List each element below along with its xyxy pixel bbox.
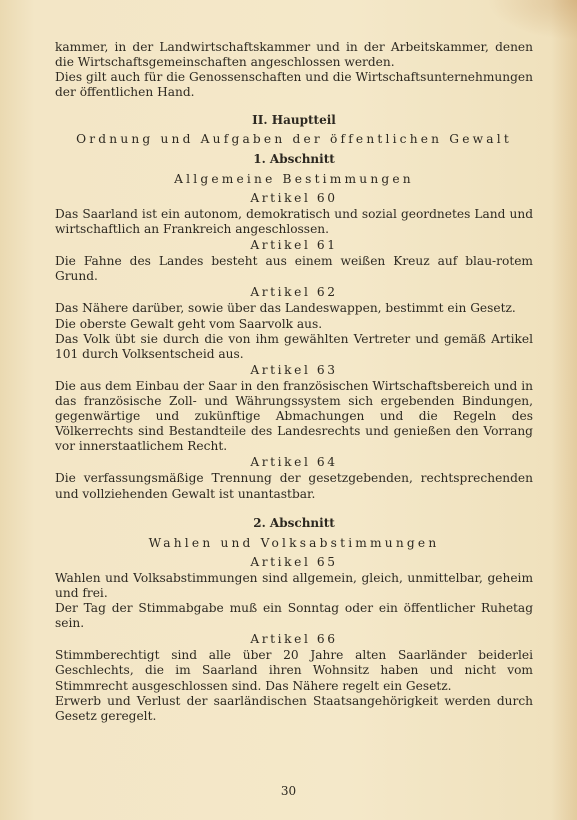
article-title: Artikel 62 bbox=[250, 285, 338, 300]
article-paragraph: Die aus dem Einbau der Saar in den französischen Wirtschaftsbereich und in das französische Zoll- und Währungssystem sich ergebenden Bindungen, gegenwärtige und zukünftige Abmachungen und die Regeln des Völkerrechts sind Bestandteile des Landesrechts und genießen den Vorrang vor innerstaatlichem Recht. bbox=[55, 378, 533, 454]
article-paragraph: Erwerb und Verlust der saarländischen Staatsangehörigkeit werden durch Gesetz geregelt. bbox=[55, 693, 533, 723]
section-1-heading: 1. Abschnitt bbox=[253, 151, 335, 166]
section-2-heading: 2. Abschnitt bbox=[253, 515, 335, 530]
article-title: Artikel 60 bbox=[250, 190, 338, 205]
article-paragraph: Die Fahne des Landes besteht aus einem weißen Kreuz auf blau-rotem Grund. bbox=[55, 254, 533, 284]
article-title: Artikel 65 bbox=[250, 554, 338, 569]
part-heading: II. Hauptteil bbox=[252, 113, 336, 128]
paper-corner-stain bbox=[487, 0, 577, 40]
section-1-title: Allgemeine Bestimmungen bbox=[174, 171, 414, 186]
article-paragraph: Wahlen und Volksabstimmungen sind allgemein, gleich, unmittelbar, geheim und frei. bbox=[55, 570, 533, 600]
page-content bbox=[55, 40, 533, 724]
article-title: Artikel 66 bbox=[250, 632, 338, 647]
article-paragraph: Die oberste Gewalt geht vom Saarvolk aus. bbox=[55, 316, 323, 331]
article-paragraph: Stimmberechtigt sind alle über 20 Jahre alten Saarländer beiderlei Geschlechts, die im Saarland ihren Wohnsitz haben und nicht vom Stimmrecht ausgeschlossen sind. Das Nähere regelt ein Gesetz. bbox=[55, 648, 533, 693]
article-paragraph: Das Saarland ist ein autonom, demokratisch und sozial geordnetes Land und wirtschaftlich an Frankreich angeschlossen. bbox=[55, 206, 533, 236]
paper-edge-stain bbox=[551, 0, 577, 820]
article-paragraph: Der Tag der Stimmabgabe muß ein Sonntag oder ein öffentlicher Ruhetag sein. bbox=[55, 601, 533, 631]
intro-paragraph-1: kammer, in der Landwirtschaftskammer und in der Arbeitskammer, denen die Wirtschaftsgemeinschaften angeschlossen werden. bbox=[55, 40, 533, 70]
article-paragraph: Das Volk übt sie durch die von ihm gewählten Vertreter und gemäß Artikel 101 durch Volksentscheid aus. bbox=[55, 331, 533, 361]
article-paragraph: Die verfassungsmäßige Trennung der gesetzgebenden, rechtsprechenden und vollziehenden Gewalt ist unantastbar. bbox=[55, 471, 533, 501]
article-title: Artikel 63 bbox=[250, 362, 338, 377]
intro-paragraph-2: Dies gilt auch für die Genossenschaften und die Wirtschaftsunternehmungen der öffentlichen Hand. bbox=[55, 70, 533, 100]
article-paragraph: Das Nähere darüber, sowie über das Landeswappen, bestimmt ein Gesetz. bbox=[55, 301, 516, 316]
part-title: Ordnung und Aufgaben der öffentlichen Gewalt bbox=[76, 132, 512, 147]
article-title: Artikel 64 bbox=[250, 455, 338, 470]
article-title: Artikel 61 bbox=[250, 238, 338, 253]
page-number: 30 bbox=[280, 784, 297, 798]
section-2-title: Wahlen und Volksabstimmungen bbox=[148, 535, 440, 550]
